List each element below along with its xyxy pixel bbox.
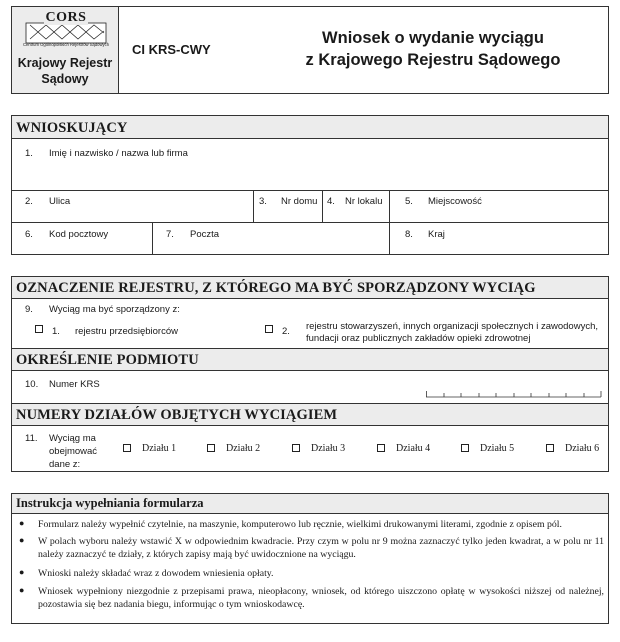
- apartment-number-input[interactable]: [323, 207, 388, 222]
- section-5-label: Działu 5: [480, 443, 515, 454]
- section-1-checkbox[interactable]: [123, 444, 131, 452]
- field-9-label: Wyciąg ma być sporządzony z:: [49, 304, 180, 315]
- form-code: CI KRS-CWY: [132, 42, 211, 57]
- field-2-label: Ulica: [49, 196, 71, 207]
- instruction-bullet-2: ●: [19, 535, 25, 545]
- register-section-title: OZNACZENIE REJESTRU, Z KTÓREGO MA BYĆ SPORZĄDZONY WYCIĄG: [16, 280, 536, 296]
- entity-section-title: OKREŚLENIE PODMIOTU: [16, 352, 199, 368]
- field-10-label: Numer KRS: [49, 379, 100, 390]
- register-option-2-label-line1: rejestru stowarzyszeń, innych organizacji społecznych i zawodowych,: [306, 321, 598, 332]
- register-option-2-number: 2.: [282, 326, 290, 337]
- field-8-label: Kraj: [428, 229, 445, 240]
- logo-subtext: Centrum Ogólnopolskich Rejestrów Sądowych: [22, 42, 110, 47]
- country-input[interactable]: [390, 240, 608, 254]
- field-11-label-line1: Wyciąg ma: [49, 433, 96, 444]
- section-5-checkbox[interactable]: [461, 444, 469, 452]
- field-3-label: Nr domu: [281, 196, 318, 207]
- section-2-label: Działu 2: [226, 443, 261, 454]
- field-11-label-line2: obejmować: [49, 446, 98, 457]
- name-input[interactable]: [12, 160, 608, 190]
- field-10-number: 10.: [25, 379, 39, 390]
- field-11-label-line3: dane z:: [49, 459, 81, 470]
- section-3-label: Działu 3: [311, 443, 346, 454]
- section-1-label: Działu 1: [142, 443, 177, 454]
- field-1-label: Imię i nazwisko / nazwa lub firma: [49, 148, 188, 159]
- field-5-label: Miejscowość: [428, 196, 482, 207]
- section-3-checkbox[interactable]: [292, 444, 300, 452]
- sections-section-title: NUMERY DZIAŁÓW OBJĘTYCH WYCIĄGIEM: [16, 407, 338, 423]
- logo-text: CORS: [45, 10, 87, 25]
- field-4-number: 4.: [327, 196, 335, 207]
- instruction-item-3: Wnioski należy składać wraz z dowodem wniesienia opłaty.: [38, 568, 274, 579]
- instruction-item-2: W polach wyboru należy wstawić X w odpowiednim kwadracie. Przy czym w polu nr 9 można zaznaczyć tylko jeden kwadrat, a w polu nr 11 należy zaznaczyć te działy, z których zapisy mają być uwidocznione na wyciągu.: [38, 536, 604, 560]
- field-4-label: Nr lokalu: [345, 196, 383, 207]
- field-8-number: 8.: [405, 229, 413, 240]
- field-9-number: 9.: [25, 304, 33, 315]
- instruction-item-4: Wniosek wypełniony niezgodnie z przepisami prawa, nieopłacony, wniosek, od którego uiszczono opłatę w wysokości niższej od należnej, pozostawia się bez nadania biegu, informując o tym wnioskodawcę.: [38, 586, 604, 610]
- field-1-number: 1.: [25, 148, 33, 159]
- street-input[interactable]: [12, 207, 252, 222]
- instruction-item-1: Formularz należy wypełnić czytelnie, na maszynie, komputerowo lub ręcznie, wielkimi drukowanymi literami, zgodnie z opisem pól.: [38, 519, 562, 530]
- register-option-1-checkbox[interactable]: [35, 325, 43, 333]
- register-option-2-checkbox[interactable]: [265, 325, 273, 333]
- postal-code-input[interactable]: [12, 240, 151, 254]
- section-4-checkbox[interactable]: [377, 444, 385, 452]
- section-6-checkbox[interactable]: [546, 444, 554, 452]
- instruction-bullet-4: ●: [19, 585, 25, 595]
- field-3-number: 3.: [259, 196, 267, 207]
- section-4-label: Działu 4: [396, 443, 431, 454]
- krs-number-input[interactable]: [426, 384, 602, 398]
- registry-name-line1: Krajowy Rejestr: [17, 56, 113, 70]
- city-input[interactable]: [390, 207, 608, 222]
- register-option-2-label-line2: fundacji oraz publicznych zakładów opieki zdrowotnej: [306, 333, 531, 344]
- field-5-number: 5.: [405, 196, 413, 207]
- form-title-line2: z Krajowego Rejestru Sądowego: [305, 51, 561, 69]
- field-2-number: 2.: [25, 196, 33, 207]
- house-number-input[interactable]: [254, 207, 321, 222]
- register-option-1-number: 1.: [52, 326, 60, 337]
- register-option-1-label: rejestru przedsiębiorców: [75, 326, 178, 337]
- form-title-line1: Wniosek o wydanie wyciągu: [322, 29, 544, 47]
- applicant-section-title: WNIOSKUJĄCY: [16, 120, 128, 136]
- instructions-title: Instrukcja wypełniania formularza: [16, 496, 204, 510]
- section-2-checkbox[interactable]: [207, 444, 215, 452]
- post-office-input[interactable]: [153, 240, 388, 254]
- registry-name-line2: Sądowy: [41, 72, 89, 86]
- field-6-label: Kod pocztowy: [49, 229, 109, 240]
- field-11-number: 11.: [25, 433, 38, 444]
- field-7-number: 7.: [166, 229, 174, 240]
- section-6-label: Działu 6: [565, 443, 600, 454]
- field-7-label: Poczta: [190, 229, 220, 240]
- instruction-bullet-1: ●: [19, 518, 25, 528]
- instruction-bullet-3: ●: [19, 567, 25, 577]
- field-6-number: 6.: [25, 229, 33, 240]
- header-divider: [118, 6, 119, 94]
